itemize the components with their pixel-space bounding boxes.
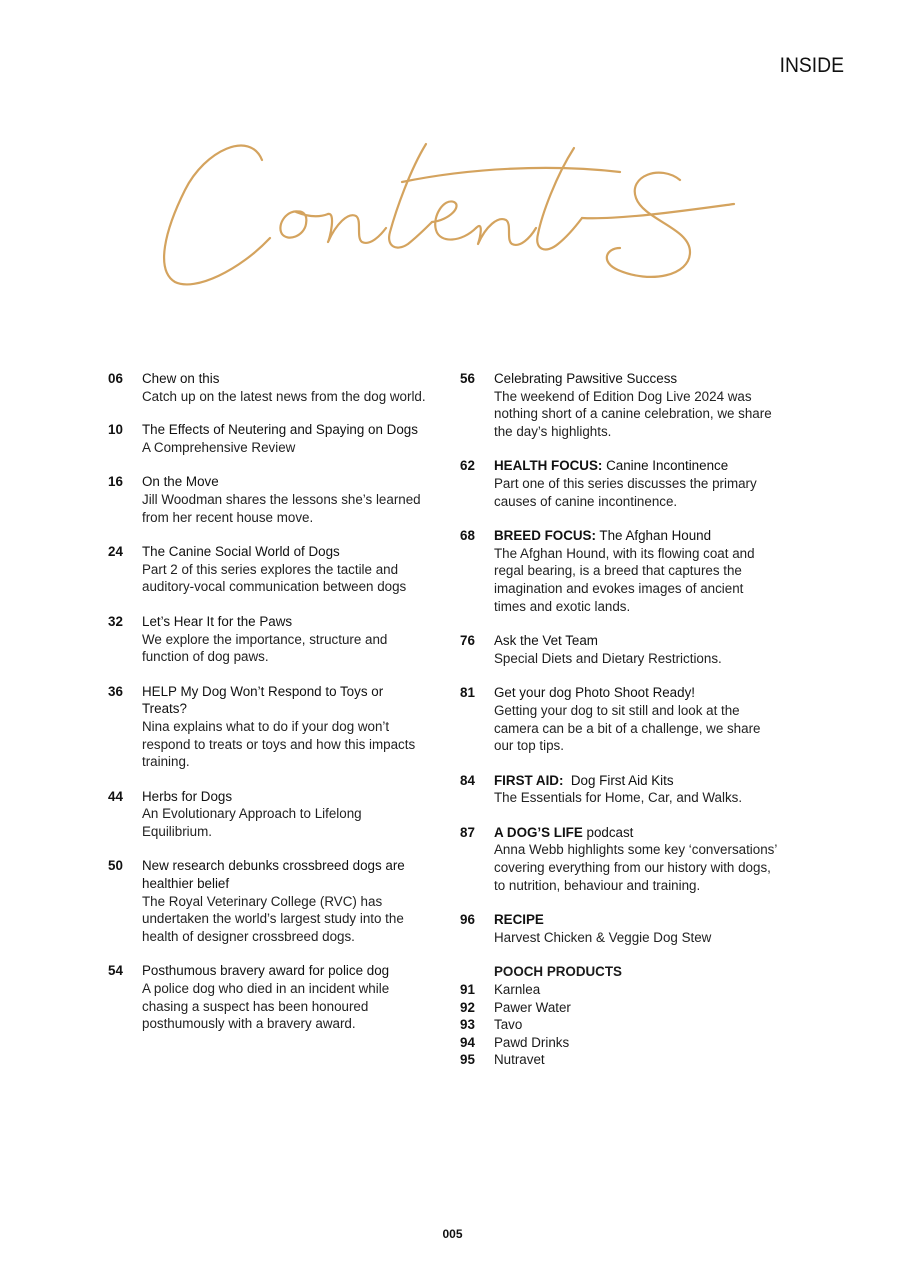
entry-description-line: Equilibrium.	[142, 823, 212, 839]
contents-heading	[150, 120, 750, 310]
product-item[interactable]	[460, 1051, 805, 1069]
entry-title	[494, 824, 805, 842]
entry-title-strong: FIRST AID:	[494, 772, 564, 788]
entry-title	[494, 457, 805, 475]
entry-title	[494, 527, 805, 545]
entry-page-number: 06	[108, 371, 123, 386]
contents-entry[interactable]	[108, 683, 453, 771]
entry-title	[494, 911, 805, 929]
entry-title-line: HELP My Dog Won’t Respond to Toys or	[142, 683, 384, 699]
entry-title: The Canine Social World of Dogs	[142, 544, 340, 560]
entry-page-number: 68	[460, 528, 475, 544]
entry-description-line: posthumously with a bravery award.	[142, 1016, 356, 1032]
products-heading: POOCH PRODUCTS	[494, 964, 622, 980]
entry-title-strong: BREED FOCUS:	[494, 528, 596, 544]
entry-title: Let’s Hear It for the Paws	[142, 613, 293, 629]
entry-description-line: chasing a suspect has been honoured	[142, 998, 369, 1014]
entry-page-number: 62	[460, 458, 475, 474]
contents-entry[interactable]	[108, 543, 453, 596]
entry-page-number: 56	[460, 371, 475, 386]
entry-description-line: from her recent house move.	[142, 509, 314, 525]
entry-description-line: to nutrition, behaviour and training.	[494, 877, 701, 893]
contents-entry[interactable]	[460, 772, 805, 807]
entry-description-line: respond to treats or toys and how this impacts	[142, 736, 416, 752]
entry-description-line: health of designer crossbreed dogs.	[142, 928, 355, 944]
product-name: Nutravet	[494, 1052, 545, 1068]
entry-description: A Comprehensive Review	[142, 439, 296, 455]
entry-description-line: nothing short of a canine celebration, we share	[494, 406, 772, 422]
entry-page-number: 87	[460, 824, 475, 840]
product-name: Pawd Drinks	[494, 1034, 570, 1050]
contents-entry[interactable]	[460, 457, 805, 510]
contents-entry[interactable]	[460, 824, 805, 894]
entry-title-strong: RECIPE	[494, 912, 544, 928]
entry-description-line: imagination and evokes images of ancient	[494, 580, 744, 596]
product-page-number: 95	[460, 1052, 475, 1068]
product-item[interactable]	[460, 1016, 805, 1034]
entry-title: Celebrating Pawsitive Success	[494, 371, 678, 386]
entry-title-line: Treats?	[142, 701, 187, 717]
contents-script-lettering	[150, 120, 750, 310]
product-item[interactable]	[460, 999, 805, 1017]
entry-title-rest: podcast	[582, 824, 634, 840]
contents-entry[interactable]	[108, 962, 453, 1032]
entry-title: Get your dog Photo Shoot Ready!	[494, 685, 695, 701]
entry-page-number: 96	[460, 912, 475, 928]
entry-description-line: Getting your dog to sit still and look at the	[494, 702, 740, 718]
product-page-number: 92	[460, 999, 475, 1015]
entry-title-strong: A DOG’S LIFE	[494, 824, 583, 840]
contents-entry[interactable]	[460, 632, 805, 667]
entry-description-line: auditory-vocal communication between dogs	[142, 579, 407, 595]
contents-entry[interactable]	[460, 527, 805, 615]
entry-description-line: Jill Woodman shares the lessons she’s learned	[142, 491, 421, 507]
entry-title: Ask the Vet Team	[494, 633, 598, 649]
entry-title-rest: The Afghan Hound	[595, 528, 712, 544]
contents-entry[interactable]	[108, 473, 453, 526]
entry-title: Chew on this	[142, 371, 220, 386]
product-item[interactable]	[460, 981, 805, 999]
contents-entry[interactable]	[460, 684, 805, 754]
entry-description-line: causes of canine incontinence.	[494, 493, 678, 509]
product-name: Pawer Water	[494, 999, 571, 1015]
entry-title-line: New research debunks crossbreed dogs are	[142, 858, 405, 874]
entry-title-rest: Canine Incontinence	[602, 458, 729, 474]
entry-title: On the Move	[142, 474, 219, 490]
section-label: INSIDE	[779, 54, 844, 77]
entry-description: The Essentials for Home, Car, and Walks.	[494, 790, 743, 806]
product-item[interactable]	[460, 1034, 805, 1052]
entry-description-line: Part one of this series discusses the primary	[494, 475, 757, 491]
entry-description: Special Diets and Dietary Restrictions.	[494, 650, 722, 666]
entry-description-line: Anna Webb highlights some key ‘conversations’	[494, 842, 778, 858]
contents-entry[interactable]	[108, 370, 453, 405]
entry-page-number: 84	[460, 772, 475, 788]
entry-description-line: We explore the importance, structure and	[142, 631, 388, 647]
entry-page-number: 50	[108, 858, 123, 874]
entry-title: The Effects of Neutering and Spaying on Dogs	[142, 422, 418, 438]
entry-title-line: healthier belief	[142, 876, 230, 892]
page-number: 005	[442, 1227, 463, 1241]
entry-description-line: the day’s highlights.	[494, 423, 612, 439]
entry-description: Catch up on the latest news from the dog world.	[142, 388, 426, 404]
entry-description-line: A police dog who died in an incident while	[142, 981, 390, 997]
product-page-number: 93	[460, 1017, 475, 1033]
product-page-number: 94	[460, 1034, 475, 1050]
entry-description-line: function of dog paws.	[142, 649, 269, 665]
entry-page-number: 36	[108, 683, 123, 699]
entry-description-line: The Afghan Hound, with its flowing coat and	[494, 545, 755, 561]
contents-entry[interactable]	[108, 421, 453, 456]
entry-description-line: times and exotic lands.	[494, 598, 631, 614]
entry-title-strong: HEALTH FOCUS:	[494, 458, 603, 474]
entry-description-line: regal bearing, is a breed that captures the	[494, 563, 742, 579]
entry-page-number: 16	[108, 474, 123, 490]
contents-entry[interactable]	[108, 857, 453, 945]
contents-left-column	[108, 370, 453, 1033]
product-page-number: 91	[460, 982, 475, 998]
entry-description-line: The weekend of Edition Dog Live 2024 was	[494, 388, 752, 404]
product-name: Tavo	[494, 1017, 523, 1033]
entry-title	[494, 772, 805, 790]
contents-entry[interactable]	[460, 911, 805, 946]
entry-description-line: covering everything from our history with dogs,	[494, 860, 771, 876]
entry-description-line: undertaken the world’s largest study into the	[142, 911, 404, 927]
contents-right-column	[460, 370, 805, 1069]
entry-page-number: 24	[108, 544, 123, 560]
entry-title: Posthumous bravery award for police dog	[142, 963, 390, 979]
entry-description-line: The Royal Veterinary College (RVC) has	[142, 893, 383, 909]
entry-description-line: camera can be a bit of a challenge, we share	[494, 720, 761, 736]
entry-page-number: 44	[108, 788, 123, 804]
entry-page-number: 81	[460, 685, 475, 701]
entry-page-number: 76	[460, 633, 475, 649]
contents-entry[interactable]	[108, 788, 453, 841]
entry-description-line: Part 2 of this series explores the tactile and	[142, 561, 399, 577]
entry-page-number: 10	[108, 422, 123, 438]
entry-description-line: An Evolutionary Approach to Lifelong	[142, 806, 362, 822]
entry-description-line: training.	[142, 754, 190, 770]
contents-entry[interactable]	[108, 613, 453, 666]
entry-page-number: 54	[108, 963, 123, 979]
product-name: Karnlea	[494, 982, 541, 998]
entry-description-line: Nina explains what to do if your dog won’t	[142, 718, 390, 734]
entry-title-rest: Dog First Aid Kits	[563, 772, 674, 788]
entry-title: Herbs for Dogs	[142, 788, 233, 804]
entry-description-line: our top tips.	[494, 738, 564, 754]
entry-page-number: 32	[108, 613, 123, 629]
contents-entry[interactable]	[460, 370, 805, 440]
entry-description: Harvest Chicken & Veggie Dog Stew	[494, 929, 712, 945]
